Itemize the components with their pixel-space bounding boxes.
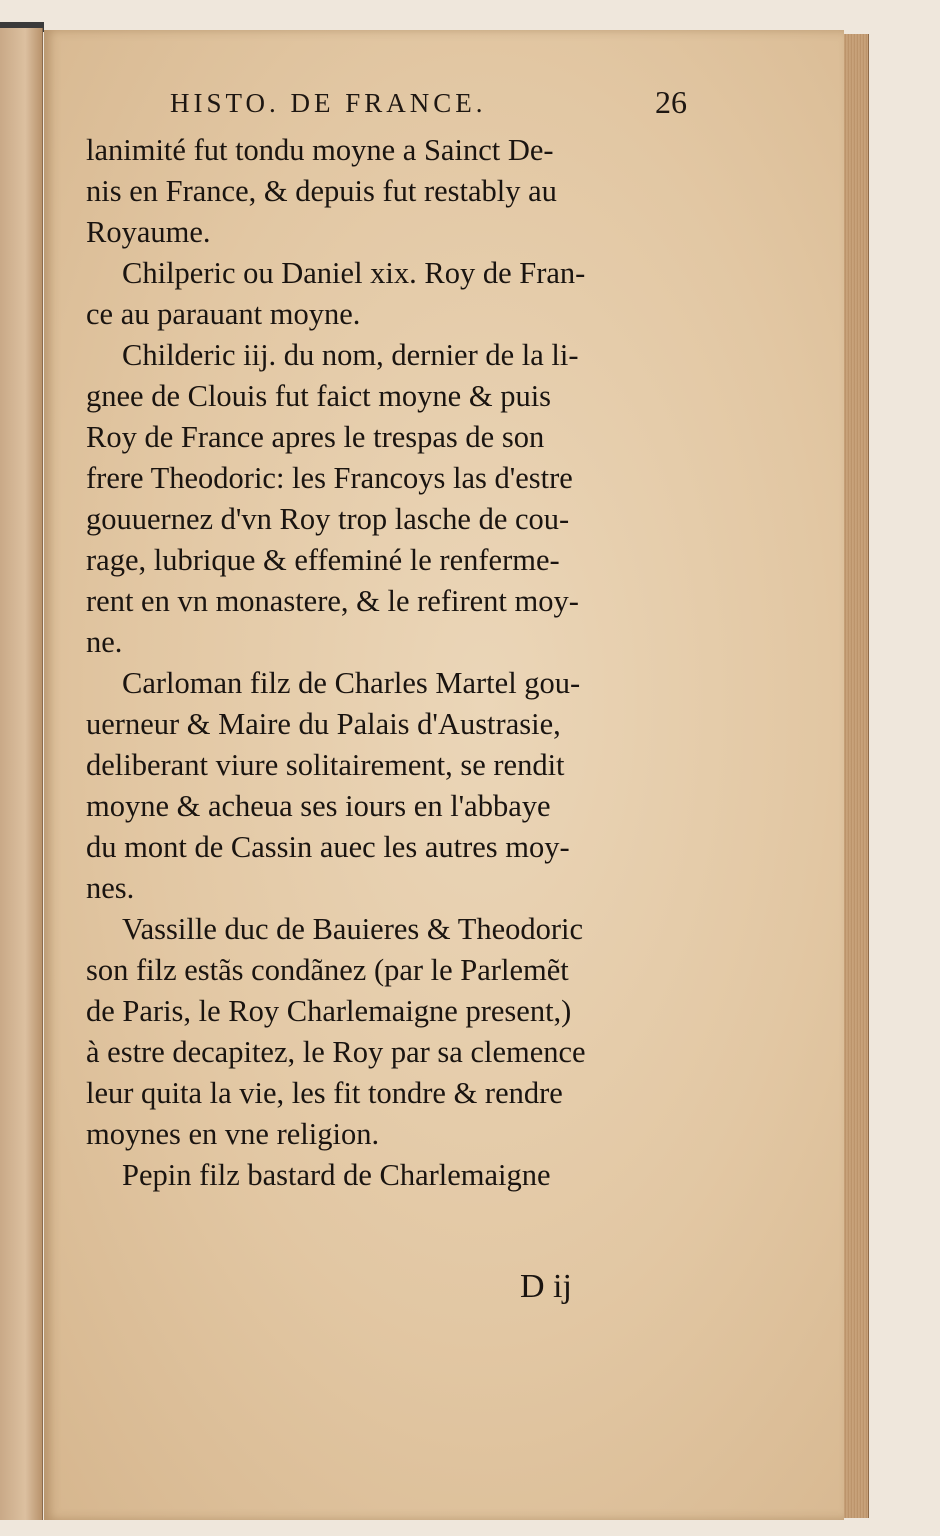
text-line: gouuernez d'vn Roy trop lasche de cou- [86,502,570,536]
text-line: Pepin filz bastard de Charlemaigne [122,1158,551,1192]
text-line: Chilperic ou Daniel xix. Roy de Fran- [122,256,586,290]
signature-mark: D ij [520,1268,572,1305]
text-line: nis en France, & depuis fut restably au [86,174,557,208]
text-line: Roy de France apres le trespas de son [86,420,545,454]
text-line: de Paris, le Roy Charlemaigne present,) [86,994,572,1028]
text-line: uerneur & Maire du Palais d'Austrasie, [86,707,561,741]
text-line: Carloman filz de Charles Martel gou- [122,666,581,700]
text-line: frere Theodoric: les Francoys las d'estre [86,461,573,495]
running-head: HISTO. DE FRANCE. [170,88,487,118]
page-number: 26 [655,84,687,120]
text-line: nes. [86,871,135,905]
text-line: son filz estãs condãnez (par le Parlemẽt [86,953,569,987]
text-line: du mont de Cassin auec les autres moy- [86,830,570,864]
text-line: Vassille duc de Bauieres & Theodoric [122,912,584,946]
text-line: gnee de Clouis fut faict moyne & puis [86,379,552,413]
text-line: Childeric iij. du nom, dernier de la li- [122,338,579,372]
left-page-edge [0,28,43,1520]
text-line: deliberant viure solitairement, se rendit [86,748,565,782]
text-line: moynes en vne religion. [86,1117,380,1151]
text-line: ne. [86,625,123,659]
text-line: Royaume. [86,215,211,249]
text-line: rent en vn monastere, & le refirent moy- [86,584,579,618]
body-text [86,130,716,1196]
text-line: ce au parauant moyne. [86,297,361,331]
text-line: à estre decapitez, le Roy par sa clemence [86,1035,586,1069]
text-line: moyne & acheua ses iours en l'abbaye [86,789,551,823]
page-edges [844,34,869,1518]
text-line: rage, lubrique & effeminé le renferme- [86,543,560,577]
text-line: leur quita la vie, les fit tondre & rendre [86,1076,563,1110]
text-line: lanimité fut tondu moyne a Sainct De- [86,133,554,167]
